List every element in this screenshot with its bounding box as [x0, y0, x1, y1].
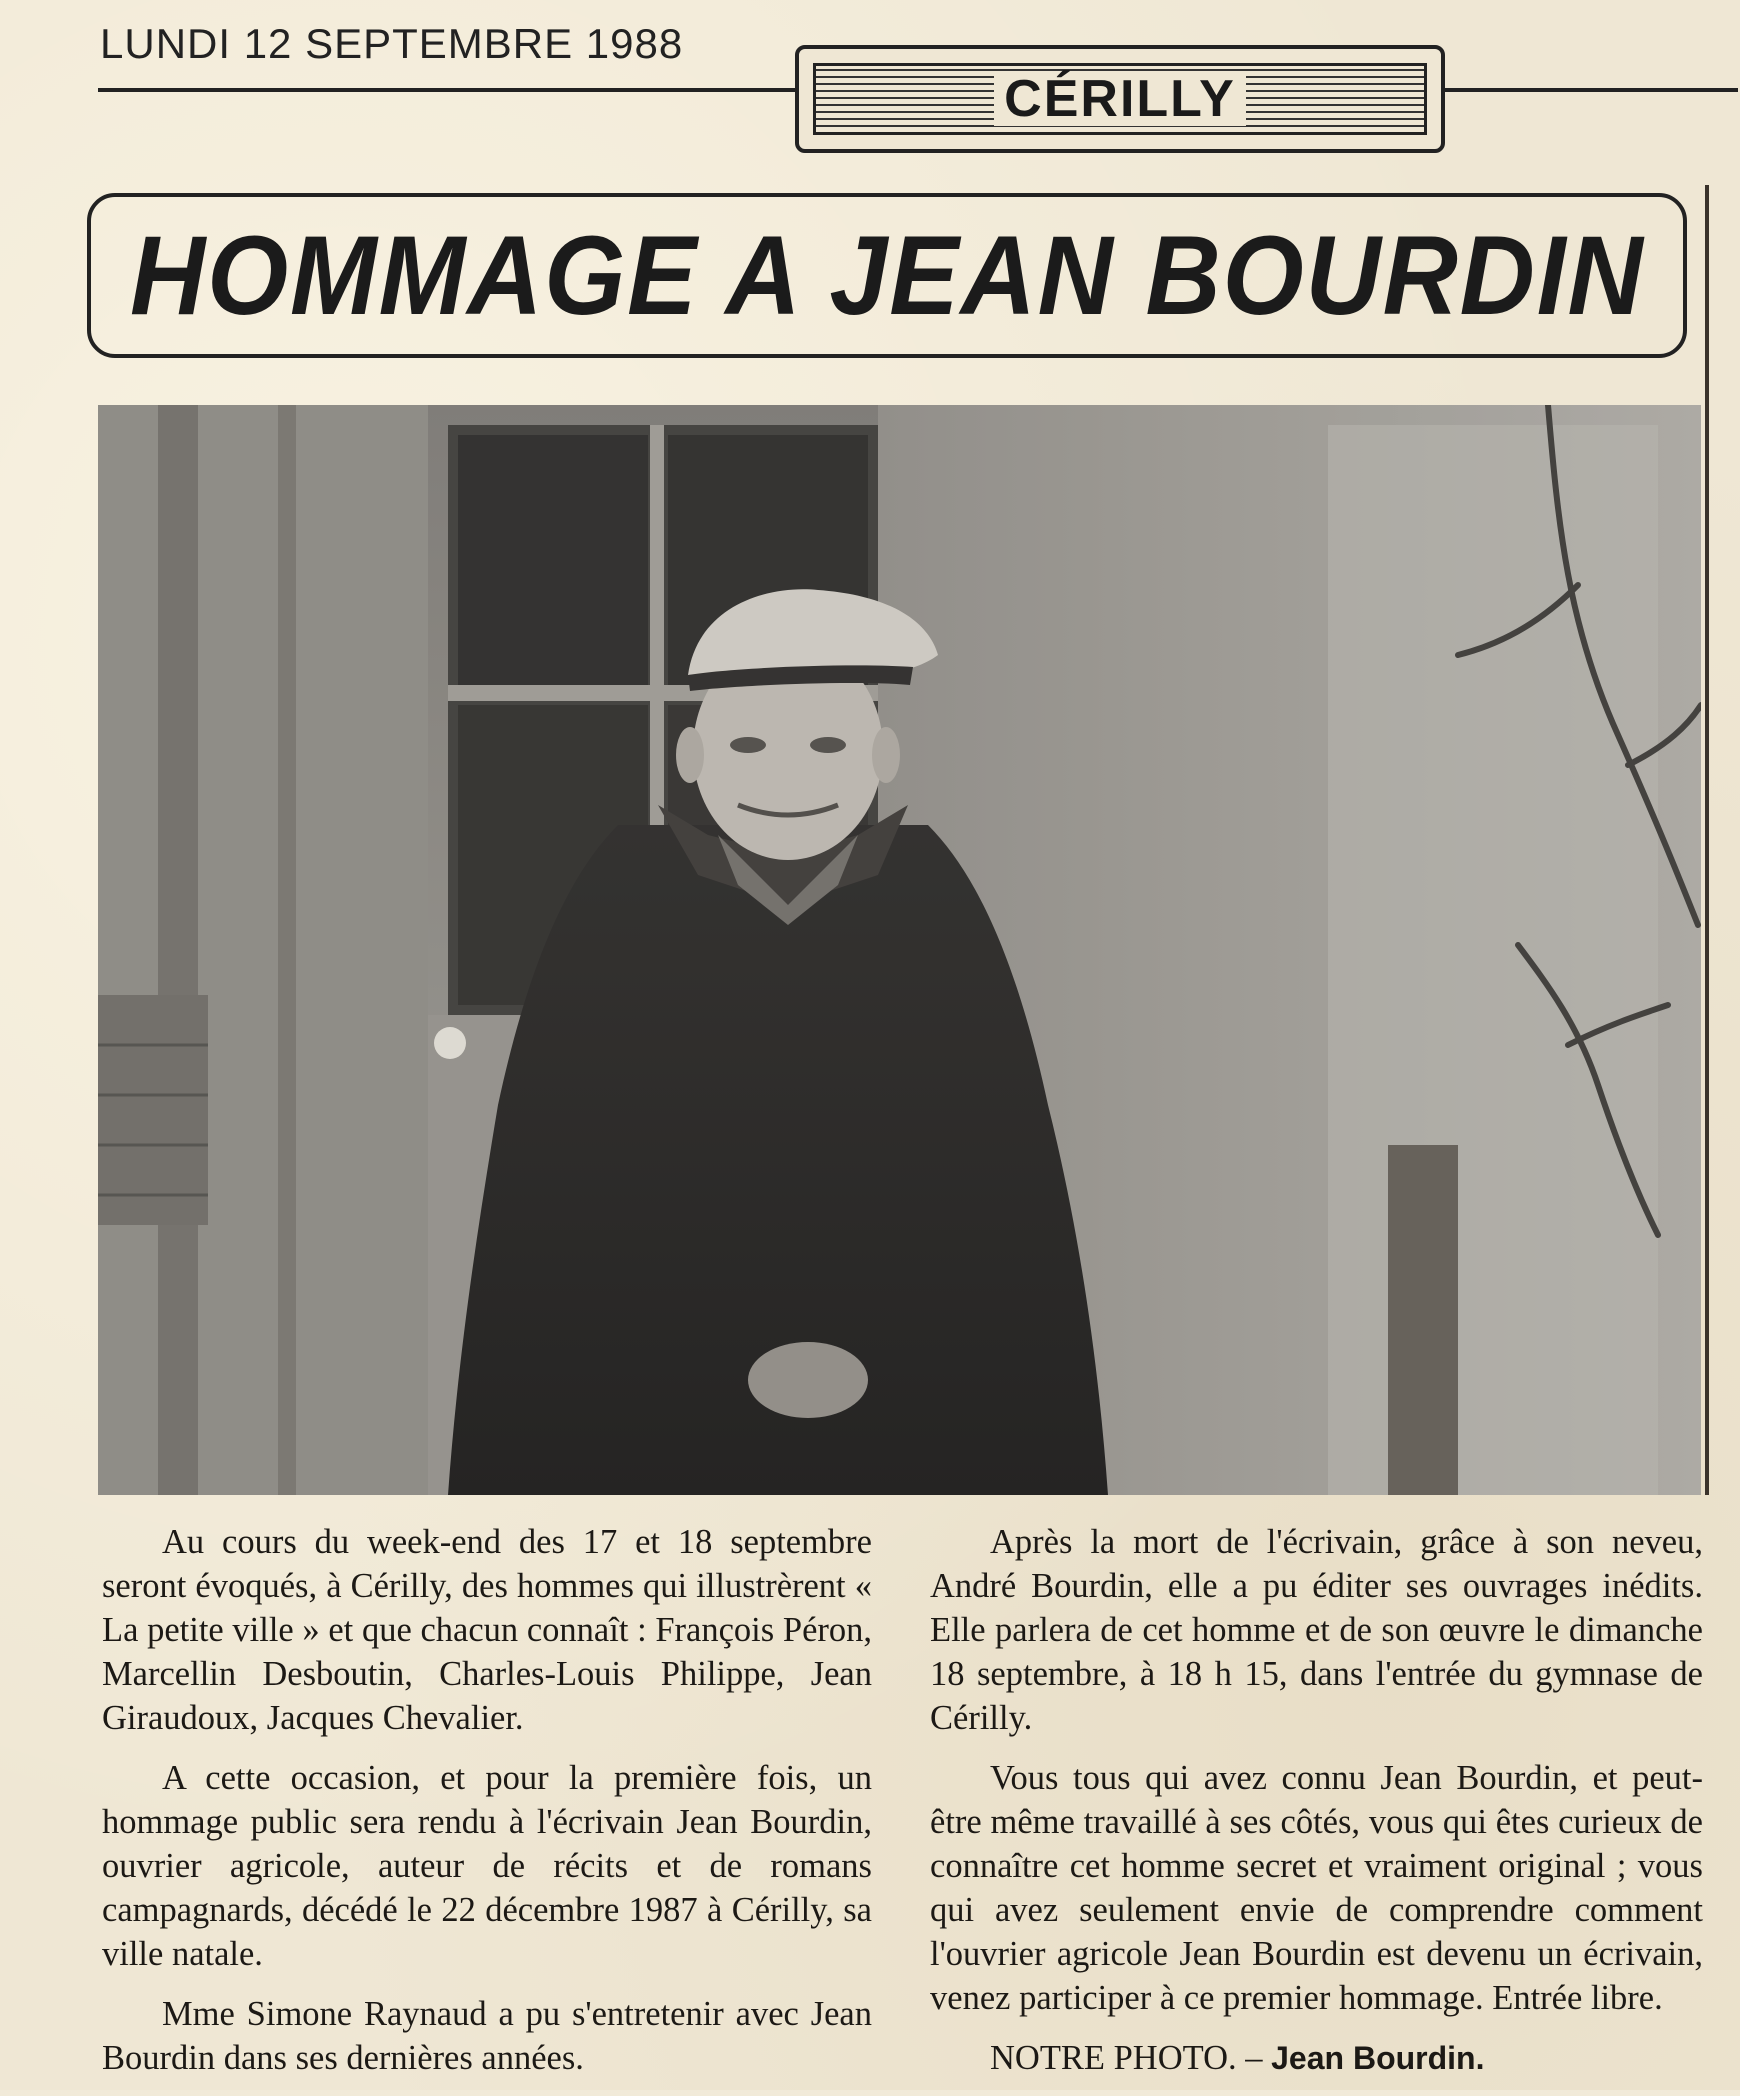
headline-frame: [87, 193, 1687, 358]
town-banner-hatching: [813, 63, 1427, 135]
paragraph: Après la mort de l'écrivain, grâce à son neveu, André Bourdin, elle a pu éditer ses ouvrages inédits. Elle parlera de cet homme et de son œuvre le dimanche 18 septembre, à 18 h 15, dans l'entrée du gymnase de Cérilly.: [930, 1523, 1703, 1737]
paragraph: Mme Simone Raynaud a pu s'entretenir avec Jean Bourdin dans ses dernières années.: [102, 1995, 872, 2077]
photo-illustration: [98, 405, 1701, 1495]
article-column-right: [930, 1520, 1703, 2080]
adjacent-column-edge: [1705, 185, 1709, 1495]
portrait-photo: [98, 405, 1701, 1495]
caption-subject: Jean Bourdin.: [1271, 2040, 1485, 2076]
photo-caption: [930, 2036, 1703, 2080]
town-name: CÉRILLY: [994, 72, 1246, 126]
paragraph: A cette occasion, et pour la première fois, un hommage public sera rendu à l'écrivain Jean Bourdin, ouvrier agricole, auteur de récits et de romans campagnards, décédé le 22 décembre 1987 à Cérilly, sa ville natale.: [102, 1759, 872, 1973]
article-headline: HOMMAGE A JEAN BOURDIN: [129, 213, 1645, 338]
article-column-left: [102, 1520, 872, 2096]
paragraph: Au cours du week-end des 17 et 18 septembre seront évoqués, à Cérilly, des hommes qui illustrèrent « La petite ville » et que chacun connaît : François Péron, Marcellin Desboutin, Charles-Louis Philippe, Jean Giraudoux, Jacques Chevalier.: [102, 1523, 872, 1737]
town-banner: [795, 45, 1445, 153]
publication-date: LUNDI 12 SEPTEMBRE 1988: [100, 20, 684, 67]
paragraph: Vous tous qui avez connu Jean Bourdin, et peut-être même travaillé à ses côtés, vous qui êtes curieux de connaître cet homme secret et vraiment original ; vous qui avez seulement envie de comprendre comment l'ouvrier agricole Jean Bourdin est devenu un écrivain, venez participer à ce premier hommage. Entrée libre.: [930, 1759, 1703, 2017]
caption-prefix: NOTRE PHOTO. –: [990, 2039, 1263, 2077]
